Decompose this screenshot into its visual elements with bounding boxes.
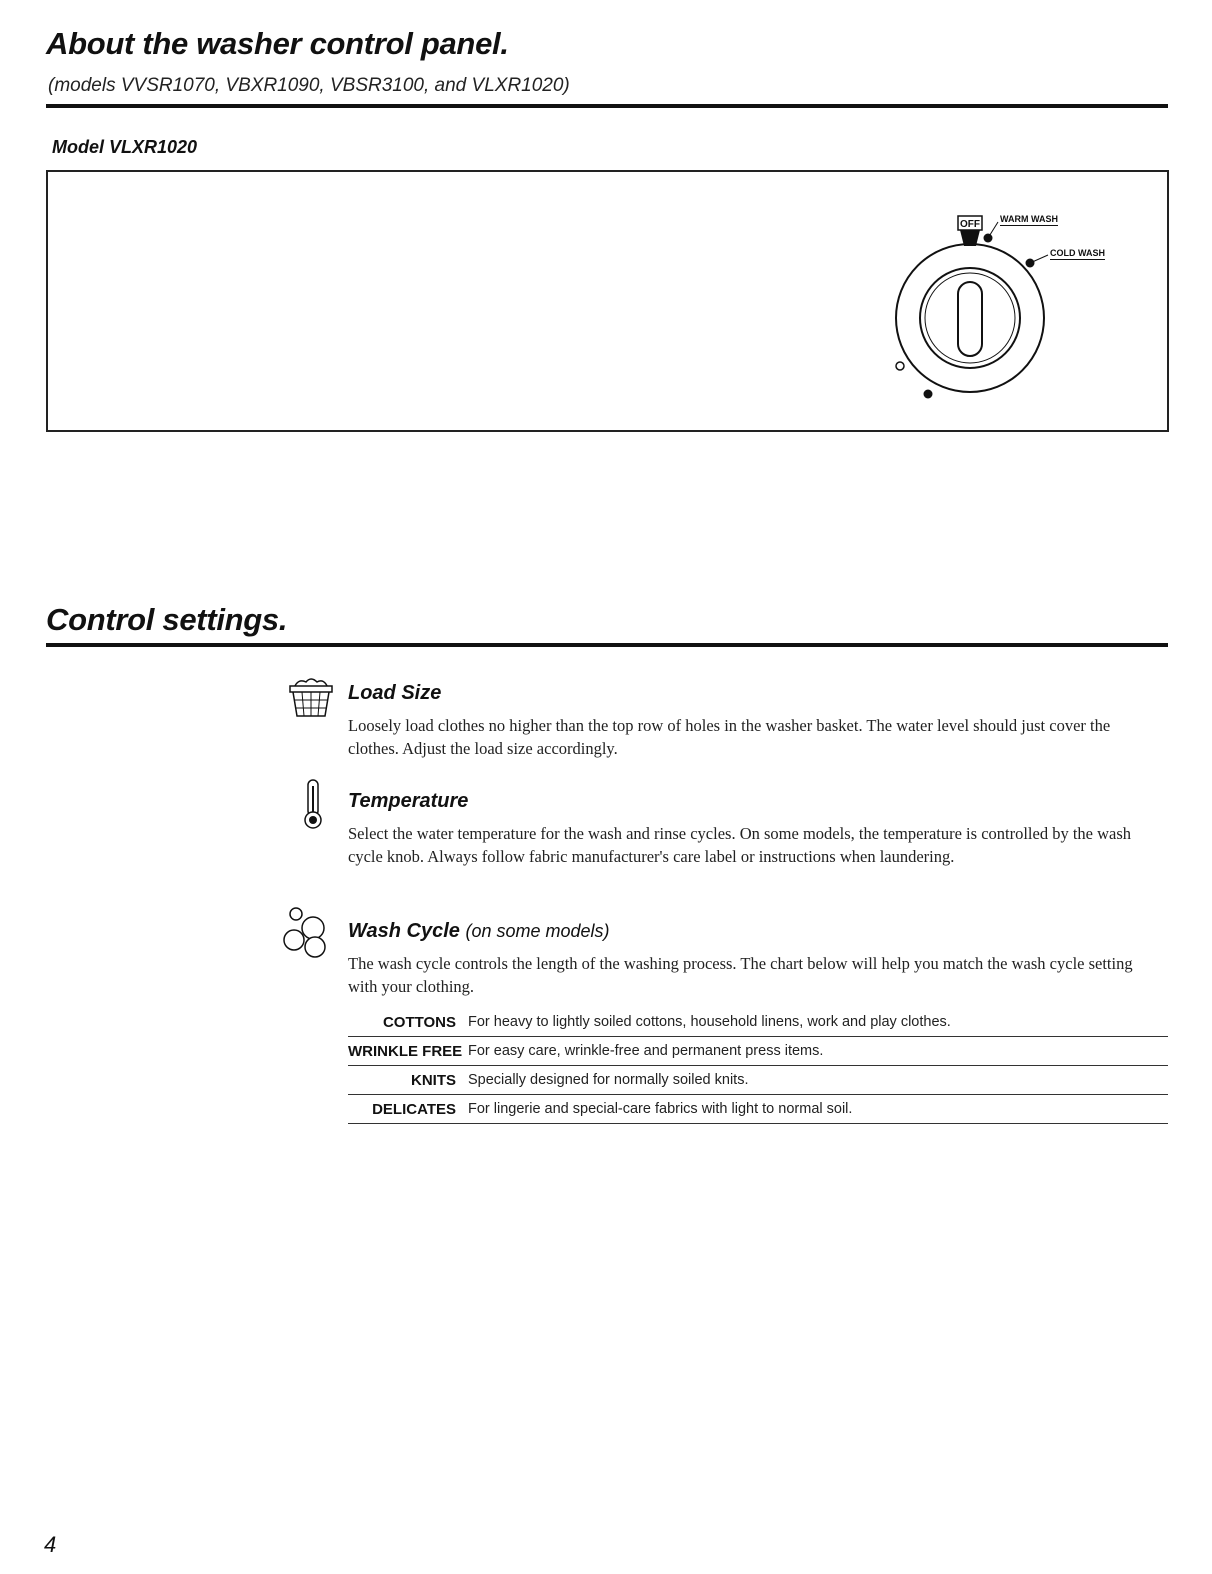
warm-wash-leader — [988, 222, 998, 238]
cycle-description: For heavy to lightly soiled cottons, household linens, work and play clothes. — [468, 1014, 951, 1030]
table-row — [348, 1008, 1168, 1037]
knob-grip[interactable] — [958, 282, 982, 356]
off-label: OFF — [960, 219, 980, 230]
cycle-name: WRINKLE FREE — [348, 1042, 463, 1060]
warm-wash-label: WARM WASH — [1000, 214, 1058, 224]
cycle-description: For lingerie and special-care fabrics with light to normal soil. — [468, 1101, 853, 1117]
section-title: Control settings. — [46, 602, 288, 637]
models-subtitle: (models VVSR1070, VBXR1090, VBSR3100, and VLXR1020) — [48, 75, 570, 96]
wash-cycle-subtitle: (on some models) — [465, 921, 610, 941]
table-row — [348, 1066, 1168, 1095]
table-row — [348, 1037, 1168, 1066]
wash-cycle-title: Wash Cycle — [348, 920, 460, 942]
cycle-description: For easy care, wrinkle-free and permanent press items. — [468, 1043, 824, 1059]
wash-cycle-text: The wash cycle controls the length of the washing process. The chart below will help you match the wash cycle setting with your clothing. — [348, 954, 1133, 996]
load-size-text: Loosely load clothes no higher than the top row of holes in the washer basket. The water level should just cover the clothes. Adjust the load size accordingly. — [348, 716, 1111, 758]
knob-svg — [890, 208, 1170, 418]
wash-cycle-heading — [348, 920, 610, 943]
control-panel-illustration — [46, 170, 1169, 432]
section-rule — [46, 643, 1168, 647]
temperature-text: Select the water temperature for the wash and rinse cycles. On some models, the temperature is controlled by the wash cycle knob. Always follow fabric manufacturer's care label or instructions when laundering. — [348, 824, 1132, 866]
cycle-chart — [348, 1008, 1168, 1124]
table-row — [348, 1095, 1168, 1124]
thermometer-icon — [300, 778, 326, 830]
temperature-heading: Temperature — [348, 790, 469, 812]
cycle-description: Specially designed for normally soiled knits. — [468, 1072, 749, 1088]
basket-icon — [286, 674, 336, 720]
model-title: Model VLXR1020 — [52, 137, 198, 157]
load-size-heading: Load Size — [348, 682, 442, 704]
page-title: About the washer control panel. — [46, 26, 509, 61]
cycle-name: DELICATES — [372, 1100, 456, 1118]
bubbles-icon — [282, 906, 330, 958]
cold-wash-label: COLD WASH — [1050, 248, 1105, 258]
page-number: 4 — [44, 1532, 57, 1557]
cold-wash-leader — [1030, 255, 1048, 263]
cycle-knob-diagram — [890, 208, 1170, 418]
header-rule — [46, 104, 1168, 108]
cycle-name: COTTONS — [382, 1013, 456, 1031]
filled-marker — [924, 390, 933, 399]
open-marker — [896, 362, 904, 370]
cycle-name: KNITS — [411, 1071, 456, 1089]
